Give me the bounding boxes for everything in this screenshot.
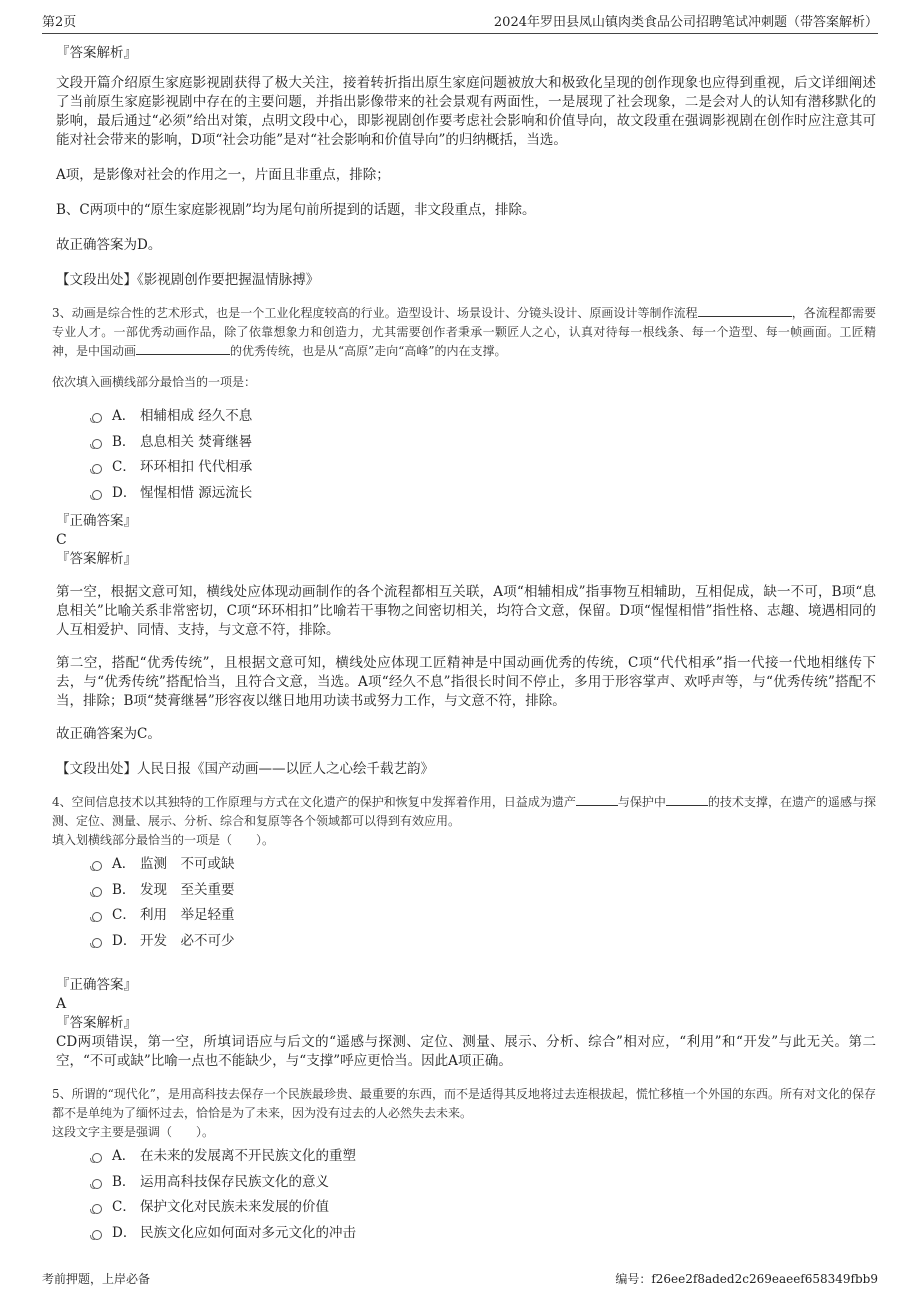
fill-blank [576, 793, 618, 806]
question-4-options [92, 852, 876, 954]
option-d[interactable]: D． 民族文化应如何面对多元文化的冲击 [92, 1221, 876, 1247]
fill-blank [698, 304, 792, 317]
option-a[interactable]: A． 在未来的发展离不开民族文化的重塑 [92, 1144, 876, 1170]
page-header [42, 8, 878, 34]
question-3-options [92, 404, 876, 506]
option-b[interactable]: B． 发现 至关重要 [92, 878, 876, 904]
analysis-paragraph: 第二空，搭配“优秀传统”，且根据文意可知，横线处应体现工匠精神是中国动画优秀的传统，C项“代代相承”指一代接一代地相继传下去，与“优秀传统”搭配恰当，且符合文意，当选。A项“经久不息”指很长时间不停止，多用于形容掌声、欢呼声等，与“优秀传统”搭配不当，排除；B项“焚膏继晷”形容夜以继日地用功读书或努力工作，与文意不符，排除。 [56, 655, 876, 709]
fill-blank [136, 342, 230, 355]
analysis-paragraph: B、C两项中的“原生家庭影视剧”均为尾句前所提到的话题，非文段重点，排除。 [56, 202, 536, 218]
page-number: 第2页 [42, 15, 77, 30]
question-5-stem: 5、所谓的“现代化”，是用高科技去保存一个民族最珍贵、最重要的东西，而不是适得其反地将过去连根拔起，慌忙移植一个外国的东西。所有对文化的保存都不是单纯为了缅怀过去，恰恰是为了未来，因为没有过去的人必然失去未来。 [52, 1087, 876, 1120]
radio-icon[interactable] [92, 464, 102, 474]
answer-conclusion: 故正确答案为C。 [56, 726, 161, 742]
option-d[interactable]: D． 惺惺相惜 源远流长 [92, 481, 876, 507]
radio-icon[interactable] [92, 1204, 102, 1214]
question-5-options [92, 1144, 876, 1246]
source-citation: 【文段出处】《影视剧创作要把握温情脉搏》 [56, 272, 320, 288]
answer-conclusion: 故正确答案为D。 [56, 237, 162, 253]
radio-icon[interactable] [92, 1179, 102, 1189]
analysis-label: 『答案解析』 [56, 1015, 137, 1031]
page-content [52, 44, 876, 1252]
fill-blank [666, 793, 708, 806]
radio-icon[interactable] [92, 490, 102, 500]
correct-answer: A [56, 996, 67, 1012]
radio-icon[interactable] [92, 861, 102, 871]
radio-icon[interactable] [92, 413, 102, 423]
option-c[interactable]: C． 利用 举足轻重 [92, 903, 876, 929]
option-b[interactable]: B． 运用高科技保存民族文化的意义 [92, 1170, 876, 1196]
document-title: 2024年罗田县凤山镇肉类食品公司招聘笔试冲刺题（带答案解析） [493, 15, 878, 30]
source-citation: 【文段出处】人民日报《国产动画——以匠人之心绘千载艺韵》 [56, 761, 434, 777]
analysis-label: 『答案解析』 [56, 45, 137, 61]
question-4-prompt: 填入划横线部分最恰当的一项是（ ）。 [52, 833, 275, 847]
option-c[interactable]: C． 保护文化对民族未来发展的价值 [92, 1195, 876, 1221]
radio-icon[interactable] [92, 1230, 102, 1240]
option-c[interactable]: C． 环环相扣 代代相承 [92, 455, 876, 481]
radio-icon[interactable] [92, 887, 102, 897]
question-3-stem: 3、动画是综合性的艺术形式，也是一个工业化程度较高的行业。造型设计、场景设计、分镜头设计、原画设计等制作流程 ，各流程都需要专业人才。一部优秀动画作品，除了依靠想象力和创造力，尤其需要创作者秉承一颗匠人之心，认真对待每一根线条、每一个造型、每一帧画面。工匠精神，是中国动画 的优秀传统，也是从“高原”走向“高峰”的内在支撑。 [52, 306, 876, 358]
footer-slogan: 考前押题，上岸必备 [42, 1272, 151, 1286]
correct-answer: C [56, 532, 67, 548]
option-d[interactable]: D． 开发 必不可少 [92, 929, 876, 955]
page-footer [42, 1270, 878, 1290]
option-a[interactable]: A． 监测 不可或缺 [92, 852, 876, 878]
analysis-paragraph: A项，是影像对社会的作用之一，片面且非重点，排除； [56, 167, 390, 183]
radio-icon[interactable] [92, 938, 102, 948]
correct-answer-label: 『正确答案』 [56, 513, 137, 529]
radio-icon[interactable] [92, 912, 102, 922]
correct-answer-label: 『正确答案』 [56, 977, 137, 993]
option-a[interactable]: A． 相辅相成 经久不息 [92, 404, 876, 430]
analysis-label: 『答案解析』 [56, 551, 137, 567]
radio-icon[interactable] [92, 439, 102, 449]
radio-icon[interactable] [92, 1153, 102, 1163]
analysis-paragraph: 第一空，根据文意可知，横线处应体现动画制作的各个流程都相互关联，A项“相辅相成”指事物互相辅助，互相促成，缺一不可，B项“息息相关”比喻关系非常密切，C项“环环相扣”比喻若干事物之间密切相关，均符合文意，保留。D项“惺惺相惜”指性格、志趣、境遇相同的人互相爱护、同情、支持，与文意不符，排除。 [56, 584, 876, 638]
analysis-paragraph: CD两项错误，第一空，所填词语应与后文的“遥感与探测、定位、测量、展示、分析、综合”相对应，“利用”和“开发”与此无关。第二空，“不可或缺”比喻一点也不能缺少，与“支撑”呼应更恰当。因此A项正确。 [56, 1034, 876, 1069]
question-3-prompt: 依次填入画横线部分最恰当的一项是： [52, 375, 257, 389]
question-4-stem: 4、空间信息技术以其独特的工作原理与方式在文化遗产的保护和恢复中发挥着作用，日益成为遗产 与保护中 的技术支撑，在遗产的遥感与探测、定位、测量、展示、分析、综合和复原等各个领域都可以得到有效应用。 [52, 795, 876, 828]
document-id: 编号：f26ee2f8aded2c269eaeef658349fbb9 [615, 1272, 878, 1286]
analysis-paragraph: 文段开篇介绍原生家庭影视剧获得了极大关注，接着转折指出原生家庭问题被放大和极致化呈现的创作现象也应得到重视，后文详细阐述了当前原生家庭影视剧中存在的主要问题，并指出影像带来的社会景观有两面性，一是展现了社会现象，二是会对人的认知有潜移默化的影响，最后通过“必须”给出对策，点明文段中心，即影视剧创作要考虑社会影响和价值导向，故文段重在强调影视剧在创作时应注意其可能对社会带来的影响，D项“社会功能”是对“社会影响和价值导向”的归纳概括，当选。 [56, 75, 876, 148]
question-5-prompt: 这段文字主要是强调（ ）。 [52, 1125, 215, 1139]
option-b[interactable]: B． 息息相关 焚膏继晷 [92, 430, 876, 456]
